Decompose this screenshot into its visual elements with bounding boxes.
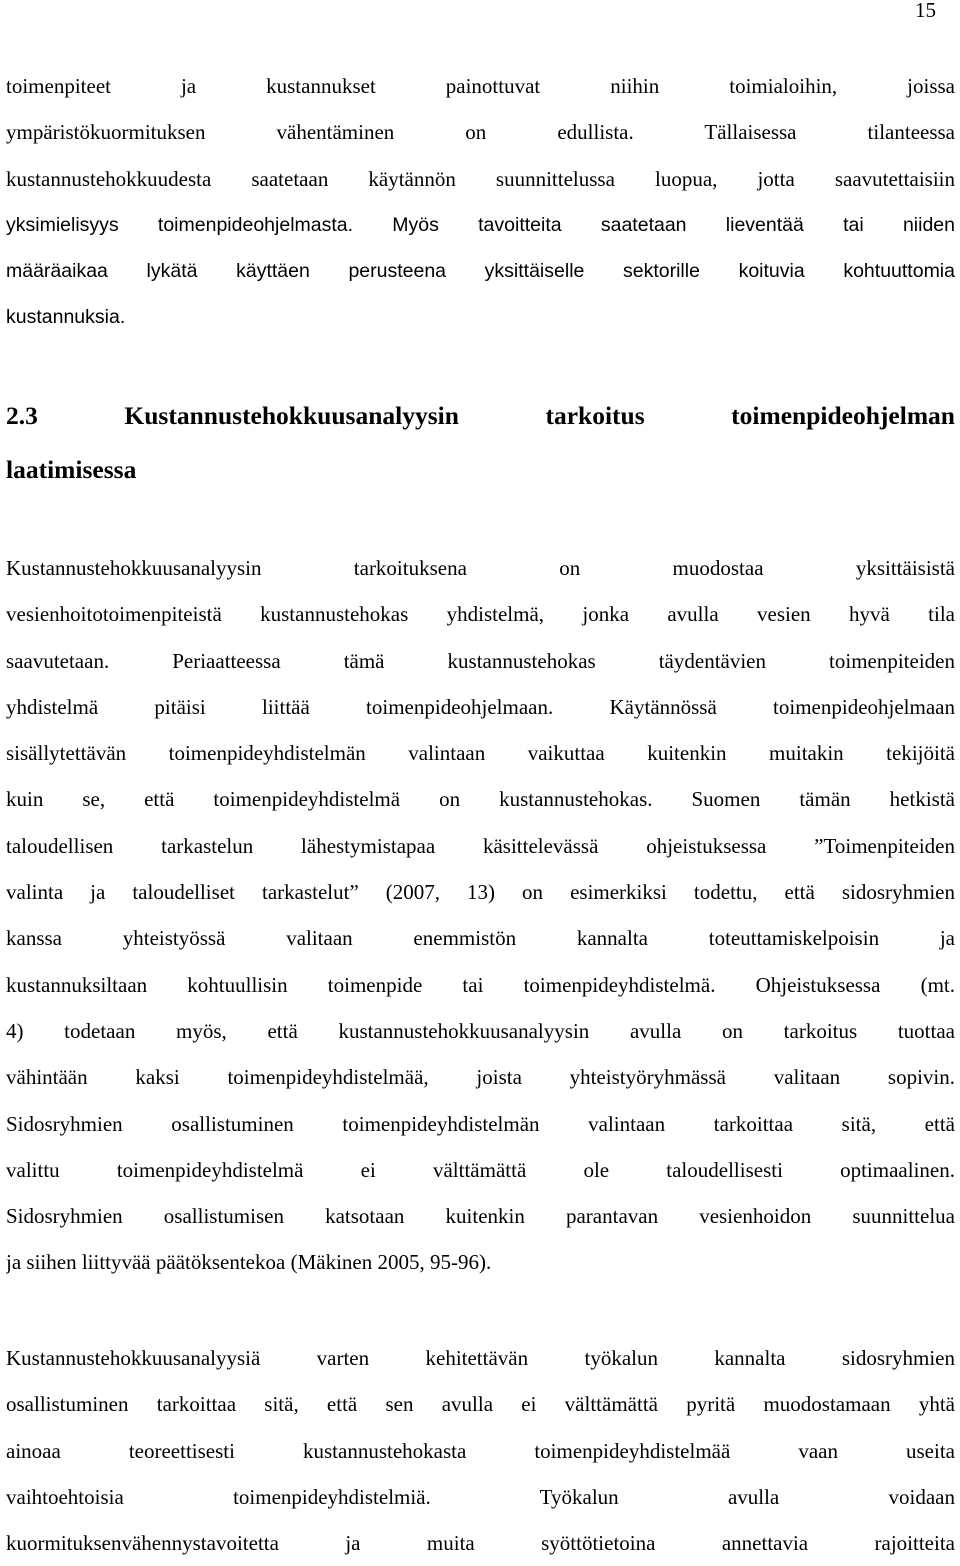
paragraph-3 (6, 1335, 955, 1566)
paragraph-line: sisällytettävän toimenpideyhdistelmän valintaan vaikuttaa kuitenkin muitakin tekijöitä (6, 741, 955, 766)
paragraph-line: Kustannustehokkuusanalyysiä varten kehitettävän työkalun kannalta sidosryhmien (6, 1346, 955, 1370)
paragraph-line: taloudellisen tarkastelun lähestymistapaa käsittelevässä ohjeistuksessa ”Toimenpiteiden (6, 833, 955, 858)
paragraph-line: kustannustehokkuudesta saatetaan käytännön suunnittelussa luopua, jotta saavutettaisiin (6, 166, 955, 191)
paragraph-2 (6, 545, 955, 1286)
paragraph-line: Kustannustehokkuusanalyysin tarkoituksena on muodostaa yksittäisistä (6, 556, 955, 580)
heading-line: 2.3 Kustannustehokkuusanalyysin tarkoitus toimenpideohjelman (6, 401, 955, 430)
paragraph-line: kustannuksiltaan kohtuullisin toimenpide tai toimenpideyhdistelmä. Ohjeistuksessa (mt. (6, 972, 955, 997)
page-number: 15 (915, 0, 936, 22)
paragraph-1 (6, 63, 955, 341)
paragraph-line: määräaikaa lykätä käyttäen perusteena yksittäiselle sektorille koituvia kohtuuttomia (6, 260, 955, 283)
paragraph-line: osallistuminen tarkoittaa sitä, että sen avulla ei välttämättä pyritä muodostamaan yhtä (6, 1392, 955, 1417)
paragraph-line: yksimielisyys toimenpideohjelmasta. Myös tavoitteita saatetaan lieventää tai niiden (6, 213, 955, 236)
paragraph-line: kustannuksia. (6, 306, 126, 329)
paragraph-line: saavutetaan. Periaatteessa tämä kustannustehokas täydentävien toimenpiteiden (6, 648, 955, 673)
paragraph-line: ja siihen liittyvää päätöksentekoa (Mäkinen 2005, 95-96). (6, 1250, 492, 1275)
paragraph-line: valinta ja taloudelliset tarkastelut” (2007, 13) on esimerkiksi todettu, että sidosryhmien (6, 880, 955, 905)
paragraph-line: ainoaa teoreettisesti kustannustehokasta toimenpideyhdistelmää vaan useita (6, 1438, 955, 1463)
paragraph-line: kuin se, että toimenpideyhdistelmä on kustannustehokas. Suomen tämän hetkistä (6, 787, 955, 812)
heading-line: laatimisessa (6, 455, 137, 484)
paragraph-line: vesienhoitotoimenpiteistä kustannustehokas yhdistelmä, jonka avulla vesien hyvä tila (6, 602, 955, 627)
paragraph-line: vähintään kaksi toimenpideyhdistelmää, joista yhteistyöryhmässä valitaan sopivin. (6, 1065, 955, 1090)
paragraph-line: 4) todetaan myös, että kustannustehokkuusanalyysin avulla on tarkoitus tuottaa (6, 1018, 955, 1043)
paragraph-line: toimenpiteet ja kustannukset painottuvat niihin toimialoihin, joissa (6, 74, 955, 98)
paragraph-line: kanssa yhteistyössä valitaan enemmistön kannalta toteuttamiskelpoisin ja (6, 926, 955, 951)
paragraph-line: Sidosryhmien osallistumisen katsotaan kuitenkin parantavan vesienhoidon suunnittelua (6, 1204, 955, 1229)
section-heading (6, 389, 955, 497)
paragraph-line: ympäristökuormituksen vähentäminen on edullista. Tällaisessa tilanteessa (6, 120, 955, 145)
paragraph-line: valittu toimenpideyhdistelmä ei välttämättä ole taloudellisesti optimaalinen. (6, 1157, 955, 1182)
paragraph-line: Sidosryhmien osallistuminen toimenpideyhdistelmän valintaan tarkoittaa sitä, että (6, 1111, 955, 1136)
paragraph-line: vaihtoehtoisia toimenpideyhdistelmiä. Työkalun avulla voidaan (6, 1484, 955, 1509)
paragraph-line: kuormituksenvähennystavoitetta ja muita syöttötietoina annettavia rajoitteita (6, 1531, 955, 1556)
paragraph-line: yhdistelmä pitäisi liittää toimenpideohjelmaan. Käytännössä toimenpideohjelmaan (6, 694, 955, 719)
